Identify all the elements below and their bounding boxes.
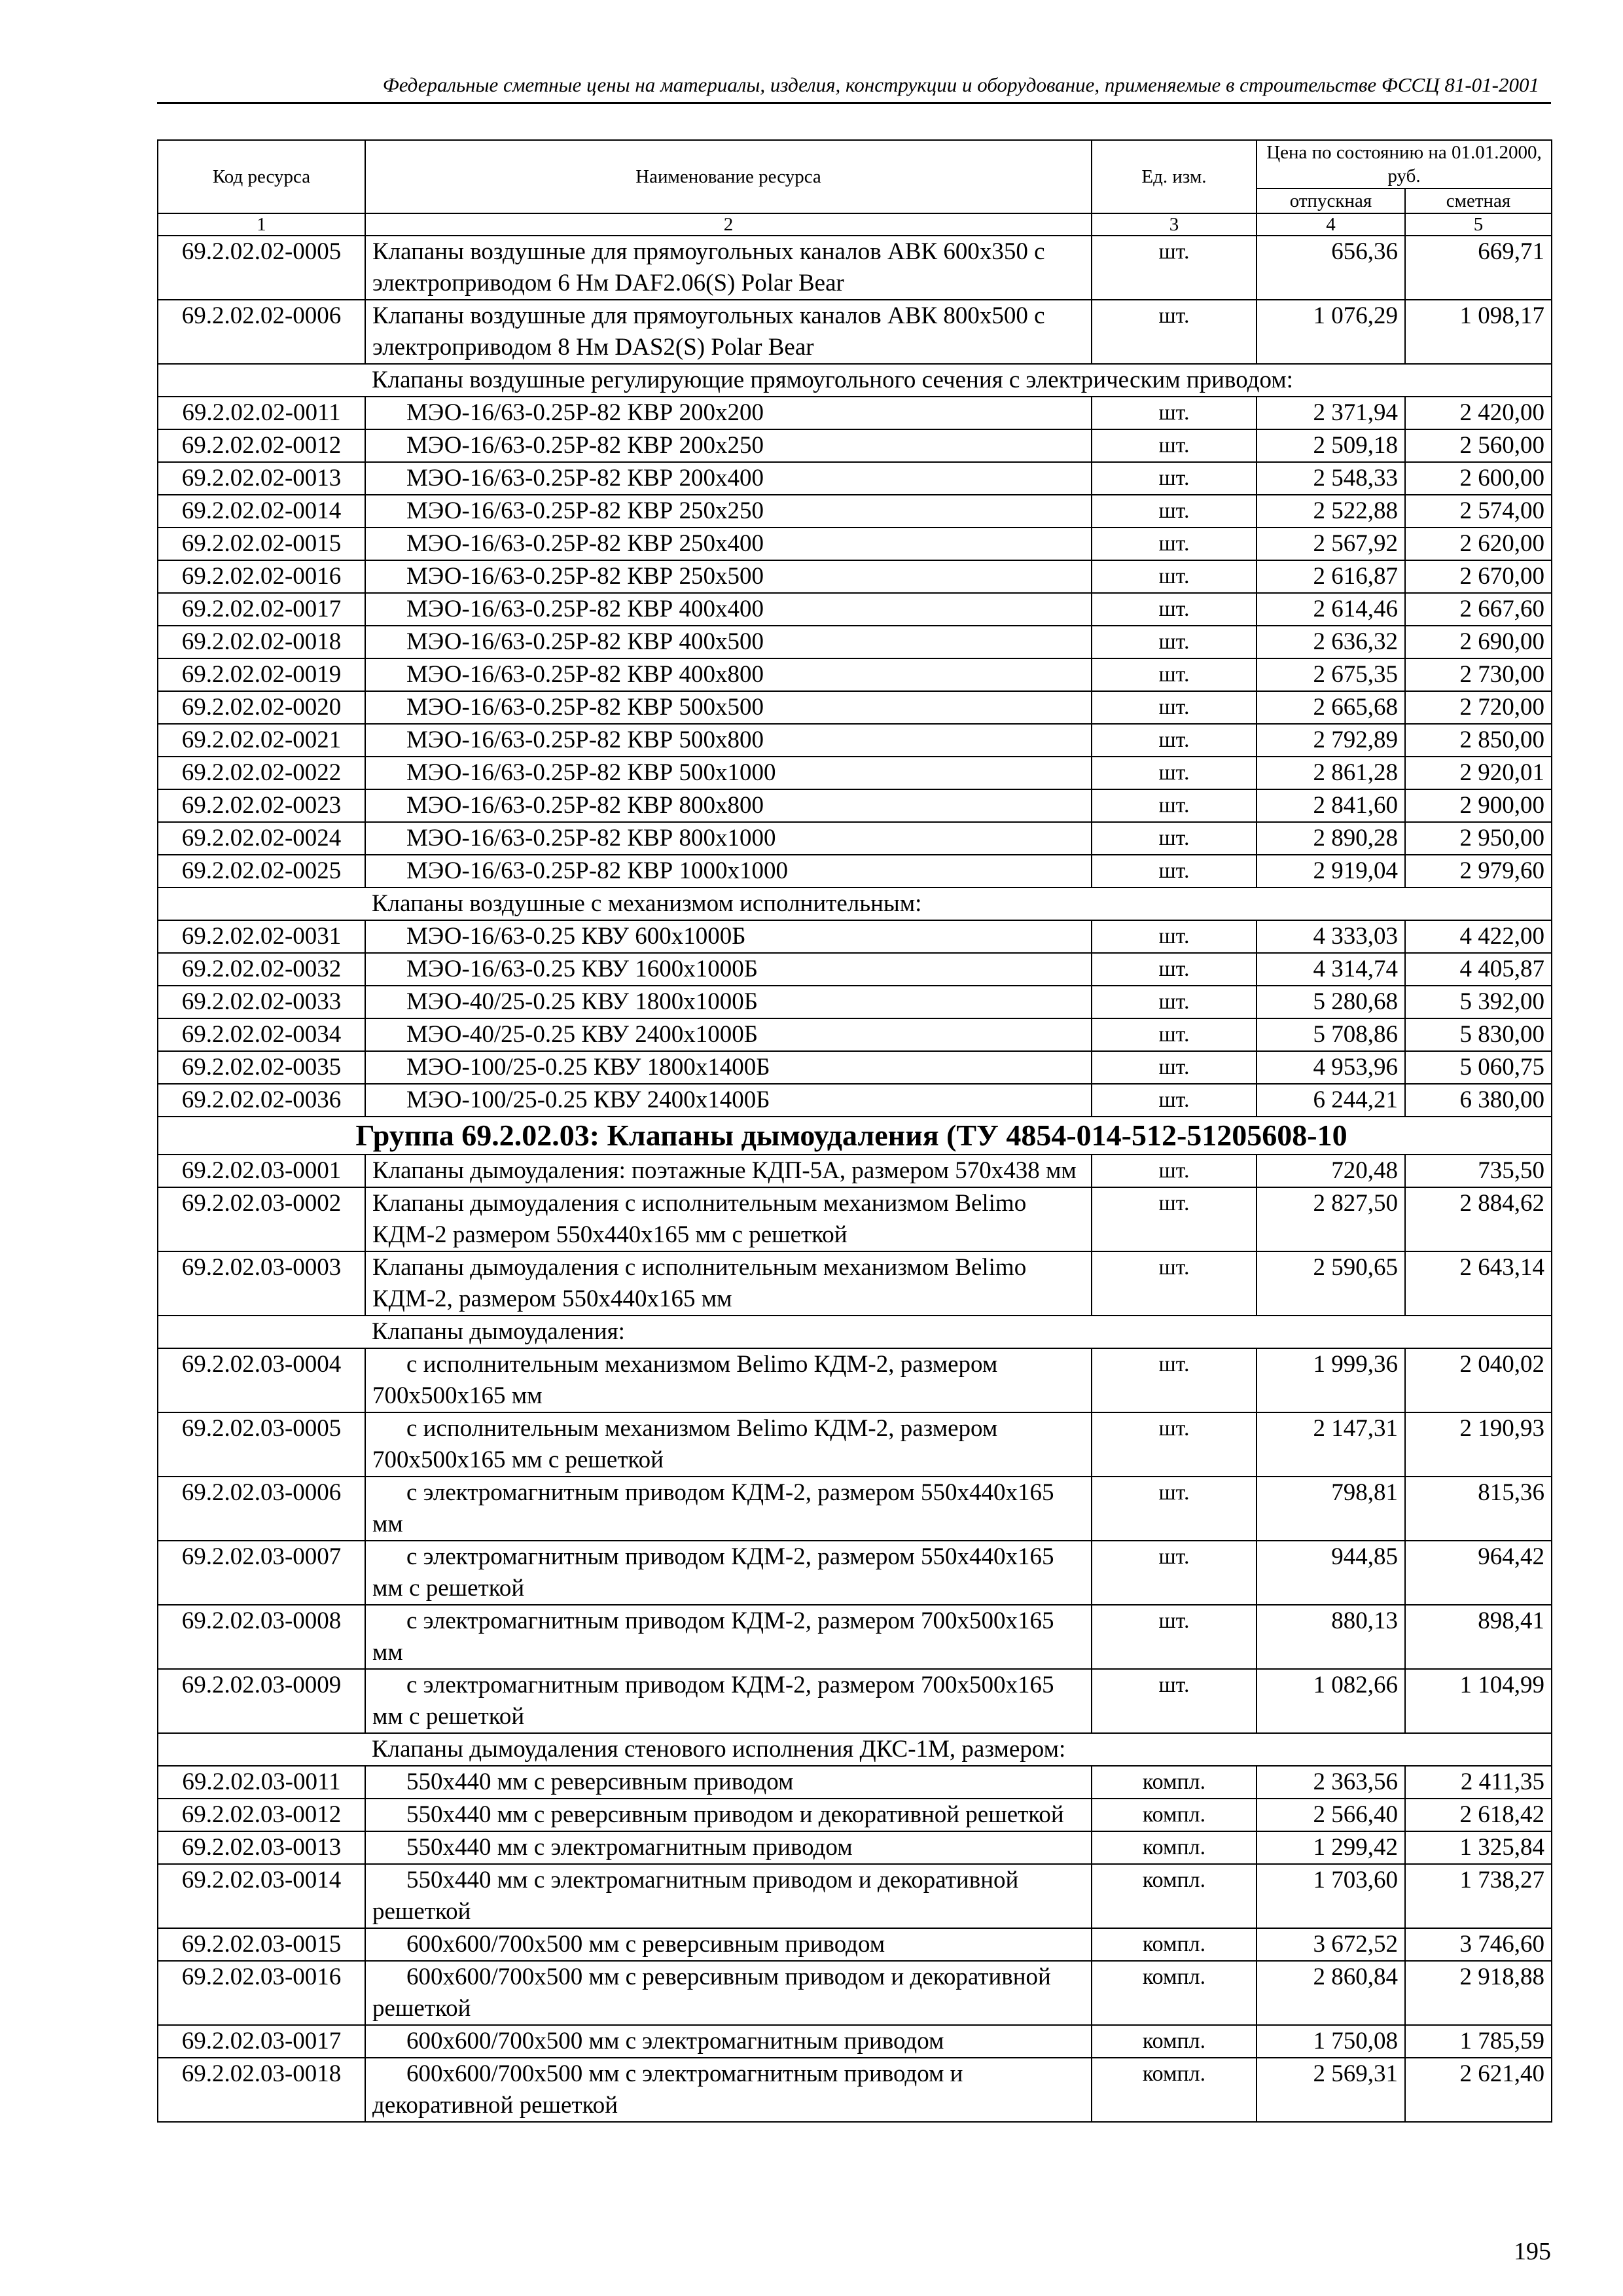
release-price: 2 861,28: [1257, 757, 1405, 789]
resource-code: 69.2.02.03-0004: [158, 1348, 365, 1412]
release-price: 2 841,60: [1257, 789, 1405, 822]
resource-code: 69.2.02.02-0033: [158, 986, 365, 1018]
estimate-price: 2 900,00: [1405, 789, 1552, 822]
unit-of-measure: шт.: [1092, 1412, 1257, 1477]
table-header-row: [158, 140, 1552, 188]
release-price: 2 567,92: [1257, 528, 1405, 560]
resource-code: 69.2.02.02-0013: [158, 462, 365, 495]
release-price: 2 569,31: [1257, 2058, 1405, 2122]
unit-of-measure: шт.: [1092, 1605, 1257, 1669]
table-row: [158, 626, 1552, 658]
resource-name: Клапаны дымоудаления с исполнительным механизмом Belimo КДМ-2, размером 550х440х165 мм: [365, 1251, 1092, 1316]
resource-name: 600х600/700х500 мм с электромагнитным приводом и декоративной решеткой: [365, 2058, 1092, 2122]
estimate-price: 2 190,93: [1405, 1412, 1552, 1477]
release-price: 2 919,04: [1257, 855, 1405, 888]
header-price-group: Цена по состоянию на 01.01.2000, руб.: [1257, 140, 1552, 188]
release-price: 656,36: [1257, 236, 1405, 300]
resource-code: 69.2.02.03-0013: [158, 1831, 365, 1864]
resource-code: 69.2.02.02-0032: [158, 953, 365, 986]
unit-of-measure: шт.: [1092, 495, 1257, 528]
estimate-price: 2 918,88: [1405, 1961, 1552, 2025]
page-number: 195: [1514, 2238, 1551, 2265]
unit-of-measure: компл.: [1092, 1864, 1257, 1928]
estimate-price: 1 104,99: [1405, 1669, 1552, 1733]
release-price: 2 590,65: [1257, 1251, 1405, 1316]
resource-code: 69.2.02.03-0015: [158, 1928, 365, 1961]
release-price: 4 314,74: [1257, 953, 1405, 986]
resource-code: 69.2.02.02-0022: [158, 757, 365, 789]
release-price: 4 953,96: [1257, 1051, 1405, 1084]
resource-name: МЭО-16/63-0.25Р-82 КВР 1000х1000: [365, 855, 1092, 888]
estimate-price: 2 850,00: [1405, 724, 1552, 757]
header-code: Код ресурса: [158, 140, 365, 213]
table-row: [158, 1084, 1552, 1117]
table-row: [158, 757, 1552, 789]
unit-of-measure: компл.: [1092, 2025, 1257, 2058]
table-row: [158, 920, 1552, 953]
estimate-price: 2 643,14: [1405, 1251, 1552, 1316]
unit-of-measure: шт.: [1092, 986, 1257, 1018]
header-price-release: отпускная: [1257, 188, 1405, 213]
column-number-row: [158, 213, 1552, 236]
resource-code: 69.2.02.03-0017: [158, 2025, 365, 2058]
resource-name: МЭО-16/63-0.25Р-82 КВР 200х200: [365, 397, 1092, 429]
resource-code: 69.2.02.02-0017: [158, 593, 365, 626]
table-row: [158, 789, 1552, 822]
resource-code: 69.2.02.02-0034: [158, 1018, 365, 1051]
resource-name: Клапаны дымоудаления с исполнительным механизмом Belimo КДМ-2 размером 550х440х165 мм с решеткой: [365, 1187, 1092, 1251]
column-number: 1: [158, 213, 365, 236]
unit-of-measure: шт.: [1092, 658, 1257, 691]
table-row: [158, 1155, 1552, 1187]
estimate-price: 2 979,60: [1405, 855, 1552, 888]
table-row: [158, 1831, 1552, 1864]
unit-of-measure: шт.: [1092, 1251, 1257, 1316]
subheading-row: [158, 1316, 1552, 1348]
estimate-price: 815,36: [1405, 1477, 1552, 1541]
resource-code: 69.2.02.03-0011: [158, 1766, 365, 1799]
table-row: [158, 1605, 1552, 1669]
unit-of-measure: шт.: [1092, 920, 1257, 953]
release-price: 2 522,88: [1257, 495, 1405, 528]
release-price: 2 827,50: [1257, 1187, 1405, 1251]
resource-code: 69.2.02.03-0008: [158, 1605, 365, 1669]
release-price: 1 082,66: [1257, 1669, 1405, 1733]
table-row: [158, 1928, 1552, 1961]
resource-code: 69.2.02.02-0011: [158, 397, 365, 429]
unit-of-measure: шт.: [1092, 429, 1257, 462]
estimate-price: 2 560,00: [1405, 429, 1552, 462]
release-price: 1 750,08: [1257, 2025, 1405, 2058]
table-row: [158, 1864, 1552, 1928]
group-heading: Группа 69.2.02.03: Клапаны дымоудаления (ТУ 4854-014-512-51205608-10: [158, 1117, 1552, 1155]
table-row: [158, 236, 1552, 300]
resource-name: 600х600/700х500 мм с электромагнитным приводом: [365, 2025, 1092, 2058]
unit-of-measure: шт.: [1092, 1084, 1257, 1117]
estimate-price: 2 574,00: [1405, 495, 1552, 528]
estimate-price: 2 667,60: [1405, 593, 1552, 626]
table-row: [158, 1669, 1552, 1733]
resource-name: МЭО-16/63-0.25Р-82 КВР 800х800: [365, 789, 1092, 822]
estimate-price: 1 785,59: [1405, 2025, 1552, 2058]
group-heading-row: [158, 1117, 1552, 1155]
table-row: [158, 822, 1552, 855]
resource-code: 69.2.02.03-0003: [158, 1251, 365, 1316]
estimate-price: 6 380,00: [1405, 1084, 1552, 1117]
resource-name: МЭО-16/63-0.25Р-82 КВР 250х400: [365, 528, 1092, 560]
resource-code: 69.2.02.03-0005: [158, 1412, 365, 1477]
resource-name: МЭО-40/25-0.25 КВУ 2400х1000Б: [365, 1018, 1092, 1051]
resource-name: 600х600/700х500 мм с реверсивным приводом: [365, 1928, 1092, 1961]
resource-name: МЭО-16/63-0.25Р-82 КВР 500х800: [365, 724, 1092, 757]
estimate-price: 1 098,17: [1405, 300, 1552, 364]
release-price: 1 076,29: [1257, 300, 1405, 364]
header-unit: Ед. изм.: [1092, 140, 1257, 213]
resource-name: МЭО-16/63-0.25Р-82 КВР 200х400: [365, 462, 1092, 495]
resource-code: 69.2.02.02-0018: [158, 626, 365, 658]
resource-name: 600х600/700х500 мм с реверсивным приводом и декоративной решеткой: [365, 1961, 1092, 2025]
unit-of-measure: шт.: [1092, 953, 1257, 986]
release-price: 5 280,68: [1257, 986, 1405, 1018]
resource-code: 69.2.02.02-0021: [158, 724, 365, 757]
table-row: [158, 495, 1552, 528]
resource-code: 69.2.02.02-0031: [158, 920, 365, 953]
estimate-price: 964,42: [1405, 1541, 1552, 1605]
resource-code: 69.2.02.03-0007: [158, 1541, 365, 1605]
estimate-price: 4 405,87: [1405, 953, 1552, 986]
estimate-price: 2 620,00: [1405, 528, 1552, 560]
table-row: [158, 397, 1552, 429]
subheading-text: Клапаны воздушные с механизмом исполнительным:: [365, 888, 1552, 920]
resource-code: 69.2.02.02-0019: [158, 658, 365, 691]
estimate-price: 1 325,84: [1405, 1831, 1552, 1864]
release-price: 3 672,52: [1257, 1928, 1405, 1961]
table-row: [158, 1961, 1552, 2025]
release-price: 2 363,56: [1257, 1766, 1405, 1799]
column-number: 2: [365, 213, 1092, 236]
unit-of-measure: компл.: [1092, 1928, 1257, 1961]
unit-of-measure: компл.: [1092, 1799, 1257, 1831]
estimate-price: 2 690,00: [1405, 626, 1552, 658]
release-price: 944,85: [1257, 1541, 1405, 1605]
unit-of-measure: шт.: [1092, 236, 1257, 300]
table-row: [158, 1348, 1552, 1412]
table-row: [158, 855, 1552, 888]
resource-name: МЭО-16/63-0.25Р-82 КВР 250х250: [365, 495, 1092, 528]
table-row: [158, 1187, 1552, 1251]
resource-name: 550х440 мм с реверсивным приводом и декоративной решеткой: [365, 1799, 1092, 1831]
release-price: 2 890,28: [1257, 822, 1405, 855]
resource-name: Клапаны воздушные для прямоугольных каналов АВК 800х500 с электроприводом 8 Нм DAS2(S) Polar Bear: [365, 300, 1092, 364]
unit-of-measure: шт.: [1092, 560, 1257, 593]
resource-name: Клапаны воздушные для прямоугольных каналов АВК 600х350 с электроприводом 6 Нм DAF2.06(S) Polar Bear: [365, 236, 1092, 300]
resource-name: МЭО-16/63-0.25 КВУ 1600х1000Б: [365, 953, 1092, 986]
resource-name: с электромагнитным приводом КДМ-2, размером 550х440х165 мм с решеткой: [365, 1541, 1092, 1605]
header-name: Наименование ресурса: [365, 140, 1092, 213]
unit-of-measure: шт.: [1092, 789, 1257, 822]
estimate-price: 2 411,35: [1405, 1766, 1552, 1799]
resource-code: 69.2.02.03-0018: [158, 2058, 365, 2122]
resource-name: МЭО-16/63-0.25Р-82 КВР 400х500: [365, 626, 1092, 658]
table-row: [158, 300, 1552, 364]
subheading-text: Клапаны дымоудаления стенового исполнения ДКС-1М, размером:: [365, 1733, 1552, 1766]
release-price: 1 999,36: [1257, 1348, 1405, 1412]
column-number: 5: [1405, 213, 1552, 236]
resource-code: 69.2.02.03-0002: [158, 1187, 365, 1251]
resource-name: с электромагнитным приводом КДМ-2, размером 700х500х165 мм: [365, 1605, 1092, 1669]
release-price: 2 147,31: [1257, 1412, 1405, 1477]
release-price: 2 616,87: [1257, 560, 1405, 593]
table-row: [158, 1251, 1552, 1316]
unit-of-measure: шт.: [1092, 1155, 1257, 1187]
resource-name: 550х440 мм с электромагнитным приводом и декоративной решеткой: [365, 1864, 1092, 1928]
unit-of-measure: шт.: [1092, 757, 1257, 789]
resource-code: 69.2.02.02-0035: [158, 1051, 365, 1084]
table-row: [158, 986, 1552, 1018]
unit-of-measure: шт.: [1092, 691, 1257, 724]
unit-of-measure: шт.: [1092, 593, 1257, 626]
table-body: [158, 236, 1552, 2122]
resource-code: 69.2.02.02-0006: [158, 300, 365, 364]
resource-code: 69.2.02.02-0036: [158, 1084, 365, 1117]
unit-of-measure: шт.: [1092, 397, 1257, 429]
resource-name: с исполнительным механизмом Belimo КДМ-2, размером 700х500х165 мм с решеткой: [365, 1412, 1092, 1477]
resource-code: 69.2.02.02-0015: [158, 528, 365, 560]
estimate-price: 2 618,42: [1405, 1799, 1552, 1831]
unit-of-measure: шт.: [1092, 528, 1257, 560]
resource-code: 69.2.02.03-0012: [158, 1799, 365, 1831]
unit-of-measure: шт.: [1092, 300, 1257, 364]
subheading-text: Клапаны воздушные регулирующие прямоугольного сечения с электрическим приводом:: [365, 364, 1552, 397]
estimate-price: 2 670,00: [1405, 560, 1552, 593]
empty-cell: [158, 1316, 365, 1348]
release-price: 2 566,40: [1257, 1799, 1405, 1831]
estimate-price: 898,41: [1405, 1605, 1552, 1669]
estimate-price: 5 830,00: [1405, 1018, 1552, 1051]
estimate-price: 2 420,00: [1405, 397, 1552, 429]
column-number: 3: [1092, 213, 1257, 236]
estimate-price: 2 600,00: [1405, 462, 1552, 495]
table-row: [158, 1799, 1552, 1831]
subheading-text: Клапаны дымоудаления:: [365, 1316, 1552, 1348]
resource-code: 69.2.02.02-0016: [158, 560, 365, 593]
estimate-price: 3 746,60: [1405, 1928, 1552, 1961]
estimate-price: 5 060,75: [1405, 1051, 1552, 1084]
table-row: [158, 560, 1552, 593]
table-row: [158, 1018, 1552, 1051]
release-price: 720,48: [1257, 1155, 1405, 1187]
unit-of-measure: шт.: [1092, 1187, 1257, 1251]
resource-name: Клапаны дымоудаления: поэтажные КДП-5А, размером 570х438 мм: [365, 1155, 1092, 1187]
unit-of-measure: шт.: [1092, 724, 1257, 757]
resource-name: с исполнительным механизмом Belimo КДМ-2, размером 700х500х165 мм: [365, 1348, 1092, 1412]
resource-code: 69.2.02.02-0005: [158, 236, 365, 300]
table-row: [158, 953, 1552, 986]
table-row: [158, 1766, 1552, 1799]
estimate-price: 2 730,00: [1405, 658, 1552, 691]
unit-of-measure: шт.: [1092, 1541, 1257, 1605]
empty-cell: [158, 888, 365, 920]
unit-of-measure: шт.: [1092, 1348, 1257, 1412]
resource-name: 550х440 мм с электромагнитным приводом: [365, 1831, 1092, 1864]
release-price: 2 614,46: [1257, 593, 1405, 626]
unit-of-measure: шт.: [1092, 462, 1257, 495]
unit-of-measure: шт.: [1092, 1018, 1257, 1051]
release-price: 1 299,42: [1257, 1831, 1405, 1864]
release-price: 2 665,68: [1257, 691, 1405, 724]
table-row: [158, 528, 1552, 560]
release-price: 880,13: [1257, 1605, 1405, 1669]
release-price: 5 708,86: [1257, 1018, 1405, 1051]
subheading-row: [158, 364, 1552, 397]
resource-name: МЭО-16/63-0.25Р-82 КВР 400х800: [365, 658, 1092, 691]
table-row: [158, 429, 1552, 462]
estimate-price: 4 422,00: [1405, 920, 1552, 953]
unit-of-measure: шт.: [1092, 1051, 1257, 1084]
resource-code: 69.2.02.02-0025: [158, 855, 365, 888]
release-price: 798,81: [1257, 1477, 1405, 1541]
table-row: [158, 724, 1552, 757]
resource-name: МЭО-16/63-0.25Р-82 КВР 400х400: [365, 593, 1092, 626]
estimate-price: 1 738,27: [1405, 1864, 1552, 1928]
unit-of-measure: шт.: [1092, 855, 1257, 888]
table-row: [158, 2058, 1552, 2122]
subheading-row: [158, 1733, 1552, 1766]
release-price: 2 636,32: [1257, 626, 1405, 658]
resource-name: МЭО-16/63-0.25Р-82 КВР 250х500: [365, 560, 1092, 593]
empty-cell: [158, 1733, 365, 1766]
resource-code: 69.2.02.02-0023: [158, 789, 365, 822]
unit-of-measure: компл.: [1092, 1831, 1257, 1864]
estimate-price: 2 720,00: [1405, 691, 1552, 724]
estimate-price: 2 040,02: [1405, 1348, 1552, 1412]
unit-of-measure: шт.: [1092, 1669, 1257, 1733]
resource-code: 69.2.02.03-0016: [158, 1961, 365, 2025]
unit-of-measure: компл.: [1092, 2058, 1257, 2122]
resource-name: МЭО-16/63-0.25Р-82 КВР 500х1000: [365, 757, 1092, 789]
resource-name: МЭО-16/63-0.25 КВУ 600х1000Б: [365, 920, 1092, 953]
page-header-title: Федеральные сметные цены на материалы, изделия, конструкции и оборудование, применяемые в строительстве ФССЦ 81-01-2001: [157, 73, 1551, 104]
release-price: 2 509,18: [1257, 429, 1405, 462]
resource-code: 69.2.02.02-0020: [158, 691, 365, 724]
unit-of-measure: шт.: [1092, 1477, 1257, 1541]
resource-name: с электромагнитным приводом КДМ-2, размером 550х440х165 мм: [365, 1477, 1092, 1541]
unit-of-measure: компл.: [1092, 1961, 1257, 2025]
resource-name: МЭО-100/25-0.25 КВУ 2400х1400Б: [365, 1084, 1092, 1117]
table-row: [158, 593, 1552, 626]
price-table: [157, 139, 1552, 2123]
release-price: 2 675,35: [1257, 658, 1405, 691]
release-price: 2 792,89: [1257, 724, 1405, 757]
resource-code: 69.2.02.03-0009: [158, 1669, 365, 1733]
estimate-price: 2 884,62: [1405, 1187, 1552, 1251]
resource-name: 550х440 мм с реверсивным приводом: [365, 1766, 1092, 1799]
estimate-price: 2 950,00: [1405, 822, 1552, 855]
table-row: [158, 1412, 1552, 1477]
empty-cell: [158, 364, 365, 397]
table-row: [158, 2025, 1552, 2058]
resource-name: МЭО-16/63-0.25Р-82 КВР 500х500: [365, 691, 1092, 724]
release-price: 2 371,94: [1257, 397, 1405, 429]
release-price: 6 244,21: [1257, 1084, 1405, 1117]
table-row: [158, 1541, 1552, 1605]
resource-code: 69.2.02.03-0001: [158, 1155, 365, 1187]
release-price: 2 860,84: [1257, 1961, 1405, 2025]
resource-name: МЭО-40/25-0.25 КВУ 1800х1000Б: [365, 986, 1092, 1018]
resource-name: МЭО-16/63-0.25Р-82 КВР 800х1000: [365, 822, 1092, 855]
table-row: [158, 462, 1552, 495]
table-row: [158, 1051, 1552, 1084]
table-row: [158, 1477, 1552, 1541]
release-price: 1 703,60: [1257, 1864, 1405, 1928]
unit-of-measure: шт.: [1092, 626, 1257, 658]
estimate-price: 2 621,40: [1405, 2058, 1552, 2122]
estimate-price: 5 392,00: [1405, 986, 1552, 1018]
resource-name: МЭО-100/25-0.25 КВУ 1800х1400Б: [365, 1051, 1092, 1084]
estimate-price: 2 920,01: [1405, 757, 1552, 789]
table-row: [158, 691, 1552, 724]
unit-of-measure: шт.: [1092, 822, 1257, 855]
release-price: 4 333,03: [1257, 920, 1405, 953]
estimate-price: 669,71: [1405, 236, 1552, 300]
header-price-estimate: сметная: [1405, 188, 1552, 213]
resource-name: с электромагнитным приводом КДМ-2, размером 700х500х165 мм с решеткой: [365, 1669, 1092, 1733]
resource-code: 69.2.02.03-0014: [158, 1864, 365, 1928]
resource-code: 69.2.02.02-0012: [158, 429, 365, 462]
estimate-price: 735,50: [1405, 1155, 1552, 1187]
resource-code: 69.2.02.02-0014: [158, 495, 365, 528]
column-number: 4: [1257, 213, 1405, 236]
release-price: 2 548,33: [1257, 462, 1405, 495]
subheading-row: [158, 888, 1552, 920]
table-row: [158, 658, 1552, 691]
resource-code: 69.2.02.02-0024: [158, 822, 365, 855]
resource-name: МЭО-16/63-0.25Р-82 КВР 200х250: [365, 429, 1092, 462]
unit-of-measure: компл.: [1092, 1766, 1257, 1799]
resource-code: 69.2.02.03-0006: [158, 1477, 365, 1541]
